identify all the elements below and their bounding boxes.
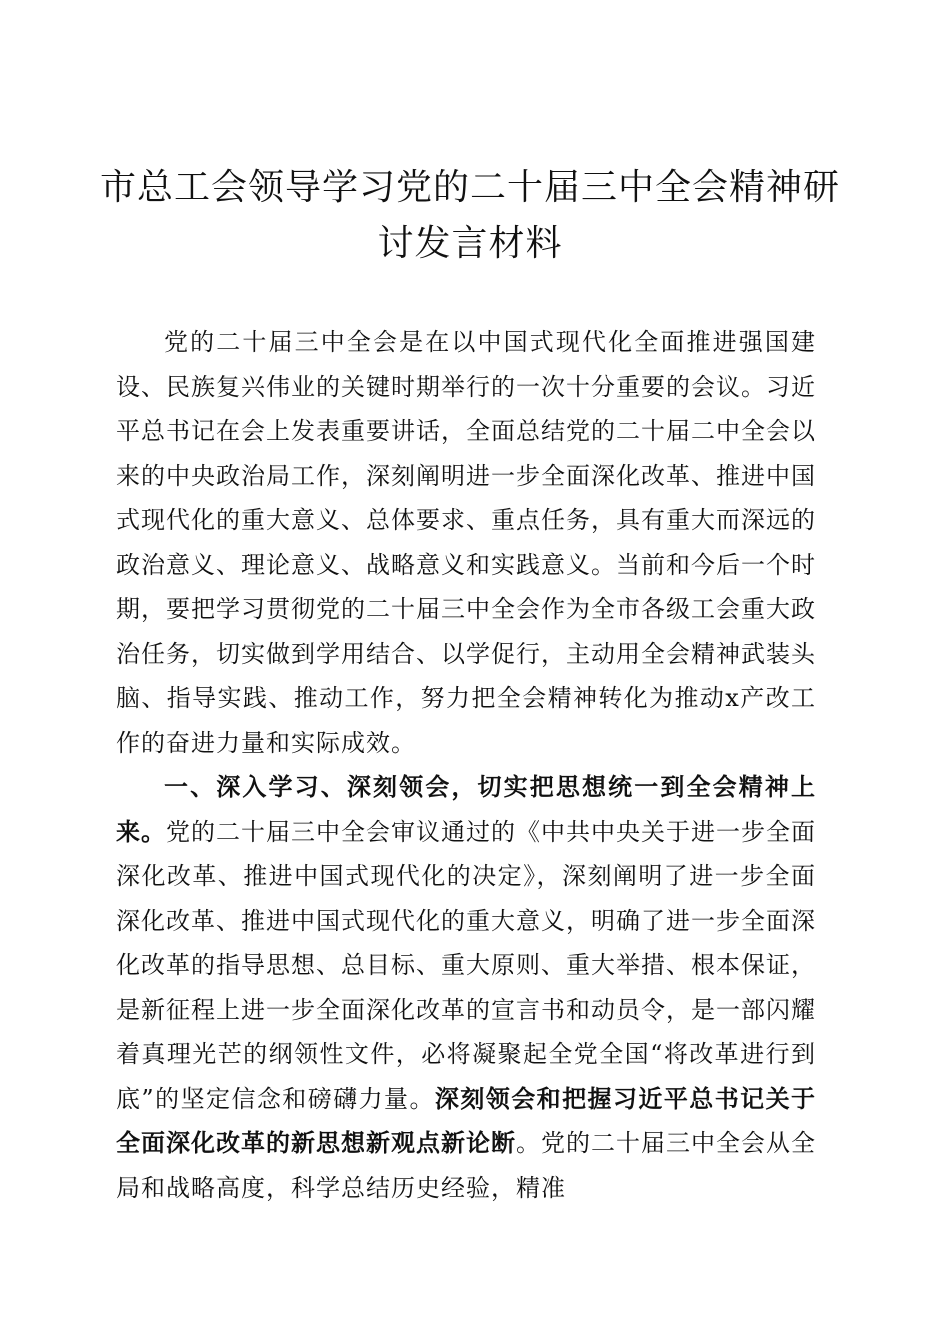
section-one-paragraph xyxy=(116,765,816,1210)
section-one-bold-subheading: 深刻领会和把握习近平总书记关于全面深化改革的新思想新观点新论断 xyxy=(116,1084,816,1157)
intro-paragraph: 党的二十届三中全会是在以中国式现代化全面推进强国建设、民族复兴伟业的关键时期举行的一次十分重要的会议。习近平总书记在会上发表重要讲话，全面总结党的二十届二中全会以来的中央政治局工作，深刻阐明进一步全面深化改革、推进中国式现代化的重大意义、总体要求、重点任务，具有重大而深远的政治意义、理论意义、战略意义和实践意义。当前和今后一个时期，要把学习贯彻党的二十届三中全会作为全市各级工会重大政治任务，切实做到学用结合、以学促行，主动用全会精神武装头脑、指导实践、推动工作，努力把全会精神转化为推动x产改工作的奋进力量和实际成效。 xyxy=(116,328,816,757)
section-one-text-continued: 。党的二十届三中全会从全局和战略高度，科学总结历史经验，精准 xyxy=(116,1129,816,1202)
section-one-text: 党的二十届三中全会审议通过的《中共中央关于进一步全面深化改革、推进中国式现代化的决定》，深刻阐明了进一步全面深化改革、推进中国式现代化的重大意义，明确了进一步全面深化改革的指导思想、总目标、重大原则、重大举措、根本保证，是新征程上进一步全面深化改革的宣言书和动员令，是一部闪耀着真理光芒的纲领性文件，必将凝聚起全党全国“将改革进行到底”的坚定信念和磅礴力量。 xyxy=(116,817,816,1113)
document-body xyxy=(116,320,816,1210)
section-one-heading: 一、深入学习、深刻领会，切实把思想统一到全会精神上来。 xyxy=(116,773,816,846)
document-title: 市总工会领导学习党的二十届三中全会精神研讨发言材料 xyxy=(100,167,841,264)
